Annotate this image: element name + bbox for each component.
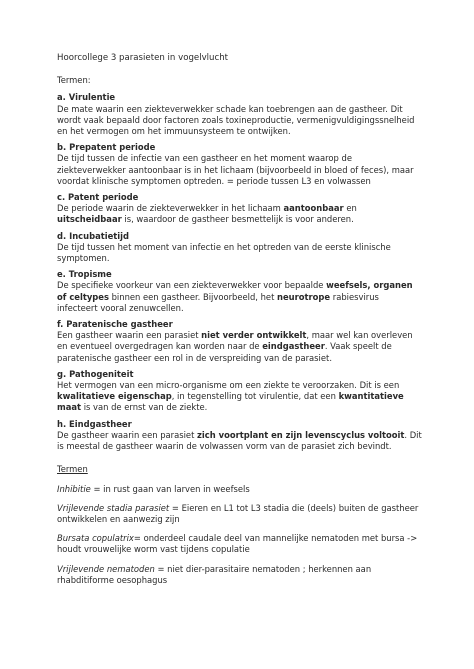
definition-term: Vrijlevende nematoden	[57, 563, 155, 574]
definition-entry	[57, 564, 422, 586]
term-entry	[57, 192, 422, 226]
text-run: . Vaak speelt de paratenische gastheer een rol in de verspreiding van de parasiet.	[57, 341, 392, 363]
term-heading: a. Virulentie	[57, 92, 116, 103]
text-run: en	[343, 203, 357, 214]
term-entry	[57, 419, 422, 453]
term-description	[57, 242, 422, 264]
bold-text: uitscheidbaar	[57, 214, 122, 225]
terms-section-heading: Termen	[57, 464, 88, 475]
term-description	[57, 430, 422, 452]
term-heading: f. Paratenische gastheer	[57, 319, 173, 330]
text-run: De tijd tussen de infectie van een gastheer en het moment waarop de ziekteverwekker aantoonbaar is in het lichaam (bijvoorbeeld in bloed of feces), maar voordat klinische symptomen optreden. = periode tussen L3 en volwassen	[57, 153, 414, 186]
bold-text: weefsels, organen of celtypes	[57, 280, 413, 302]
text-run: binnen een gastheer. Bijvoorbeeld, het	[108, 291, 278, 302]
text-run: De tijd tussen het moment van infectie en het optreden van de eerste klinische symptomen.	[57, 241, 391, 264]
bold-text: aantoonbaar	[283, 203, 344, 214]
term-heading: e. Tropisme	[57, 269, 112, 280]
definition-entry	[57, 503, 422, 525]
text-run: is, waardoor de gastheer besmettelijk is voor anderen.	[121, 214, 354, 225]
term-heading: d. Incubatietijd	[57, 230, 130, 241]
term-entry	[57, 319, 422, 364]
definition-term: Bursata copulatrix	[57, 533, 134, 544]
definition-term: Vrijlevende stadia parasiet	[57, 502, 170, 513]
term-heading: g. Pathogeniteit	[57, 368, 134, 379]
term-description	[57, 280, 422, 314]
text-run: , in tegenstelling tot virulentie, dat een	[171, 391, 339, 402]
term-entry	[57, 92, 422, 137]
term-description	[57, 203, 422, 225]
document-page	[57, 53, 422, 594]
term-entry	[57, 369, 422, 414]
definition-entry	[57, 484, 422, 495]
term-heading: b. Prepatent periode	[57, 142, 156, 153]
definition-term: Inhibitie	[57, 483, 91, 494]
definition-text: = onderdeel caudale deel van mannelijke nematoden met bursa -> houdt vrouwelijke worm vast tijdens copulatie	[57, 533, 418, 555]
definition-text: = niet dier-parasitaire nematoden ; herkennen aan rhabditiforme oesophagus	[57, 563, 372, 585]
term-heading: c. Patent periode	[57, 192, 139, 203]
document-title: Hoorcollege 3 parasieten in vogelvlucht	[57, 53, 229, 63]
text-run: De mate waarin een ziekteverwekker schade kan toebrengen aan de gastheer. Dit wordt vaak bepaald door factoren zoals toxineproductie, vermenigvuldigingssnelheid en het vermogen om het immuunsysteem te ontwijken.	[57, 103, 415, 137]
text-run: De gastheer waarin een parasiet	[57, 429, 198, 440]
term-description	[57, 380, 422, 414]
terms-intro-label: Termen:	[57, 75, 91, 86]
bold-text: niet verder ontwikkelt	[201, 330, 307, 341]
text-run: De periode waarin de ziekteverwekker in het lichaam	[57, 203, 284, 214]
term-description	[57, 153, 422, 187]
text-run: rabiesvirus infecteert vooral zenuwcellen.	[57, 291, 379, 313]
term-heading: h. Eindgastheer	[57, 418, 132, 429]
definition-text: = Eieren en L1 tot L3 stadia die (deels) buiten de gastheer ontwikkelen en aanwezig zijn	[57, 502, 419, 524]
text-run: Een gastheer waarin een parasiet	[57, 330, 202, 341]
term-description	[57, 104, 422, 138]
term-entry	[57, 231, 422, 265]
text-run: De specifieke voorkeur van een ziekteverwekker voor bepaalde	[57, 280, 327, 291]
bold-text: eindgastheer	[262, 341, 325, 352]
definitions-list	[57, 484, 422, 586]
term-entry	[57, 142, 422, 187]
text-run: . Dit is meestal de gastheer waarin de volwassen vorm van de parasiet zich bevindt.	[57, 429, 422, 452]
text-run: , maar wel kan overleven en eventueel overgedragen kan worden naar de	[57, 330, 413, 352]
terms-list	[57, 92, 422, 452]
text-run: Het vermogen van een micro-organisme om een ziekte te veroorzaken. Dit is een	[57, 380, 400, 391]
bold-text: kwantitatieve maat	[57, 391, 404, 413]
bold-text: kwalitatieve eigenschap	[57, 391, 172, 402]
text-run: is van de ernst van de ziekte.	[81, 402, 208, 413]
definition-entry	[57, 533, 422, 555]
bold-text: neurotrope	[277, 291, 331, 302]
term-entry	[57, 269, 422, 314]
definition-text: = in rust gaan van larven in weefsels	[90, 483, 250, 494]
bold-text: zich voortplant en zijn levenscyclus voltooit	[197, 429, 405, 440]
term-description	[57, 330, 422, 364]
